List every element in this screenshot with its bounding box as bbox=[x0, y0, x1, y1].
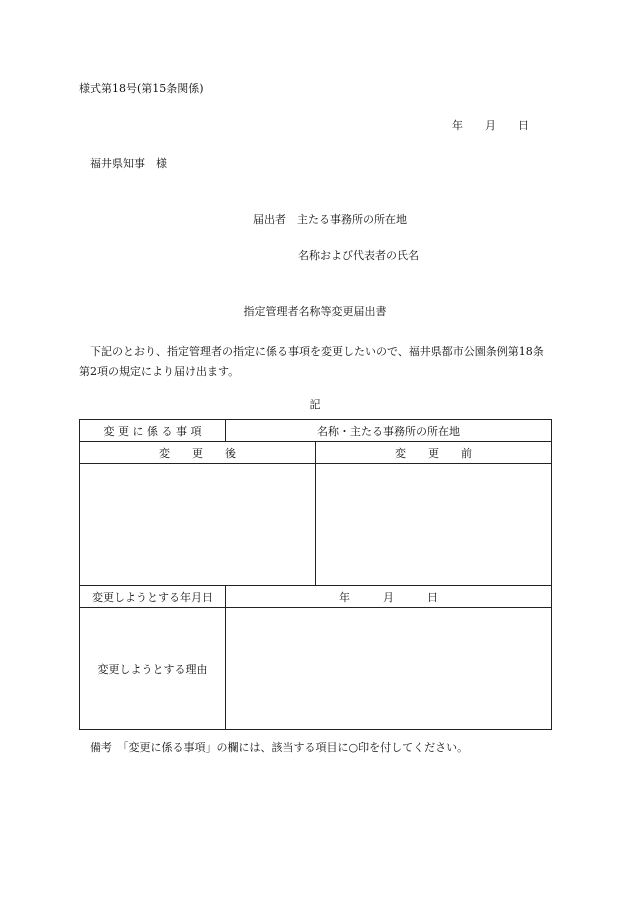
remark-note: 備考 「変更に係る事項」の欄には、該当する項目に○印を付してください。 bbox=[90, 741, 469, 754]
representative-name-label: 名称および代表者の氏名 bbox=[298, 249, 419, 262]
after-change-field[interactable] bbox=[80, 464, 316, 586]
submission-date: 年 月 日 bbox=[452, 119, 529, 132]
before-change-header: 変 更 前 bbox=[316, 442, 552, 464]
before-change-field[interactable] bbox=[316, 464, 552, 586]
change-form-table bbox=[79, 419, 552, 730]
change-matter-value[interactable]: 名称・主たる事務所の所在地 bbox=[226, 420, 552, 442]
document-body: 下記のとおり、指定管理者の指定に係る事項を変更したいので、福井県都市公園条例第18条第2項の規定により届け出ます。 bbox=[79, 345, 544, 378]
change-date-label: 変更しようとする年月日 bbox=[80, 586, 226, 608]
change-reason-field[interactable] bbox=[226, 608, 552, 730]
ki-marker: 記 bbox=[309, 398, 321, 411]
row-after-before-values bbox=[80, 464, 552, 586]
row-after-before-headers bbox=[80, 442, 552, 464]
change-reason-label: 変更しようとする理由 bbox=[80, 608, 226, 730]
after-change-header: 変 更 後 bbox=[80, 442, 316, 464]
addressee: 福井県知事 様 bbox=[90, 157, 167, 170]
form-number: 様式第18号(第15条関係) bbox=[79, 82, 204, 95]
row-change-date bbox=[80, 586, 552, 608]
row-change-reason bbox=[80, 608, 552, 730]
notifier-address-label: 届出者 主たる事務所の所在地 bbox=[253, 213, 407, 226]
change-date-field[interactable]: 年 月 日 bbox=[226, 586, 552, 608]
document-title: 指定管理者名称等変更届出書 bbox=[243, 305, 387, 318]
change-matter-label: 変 更 に 係 る 事 項 bbox=[80, 420, 226, 442]
row-change-matter bbox=[80, 420, 552, 442]
